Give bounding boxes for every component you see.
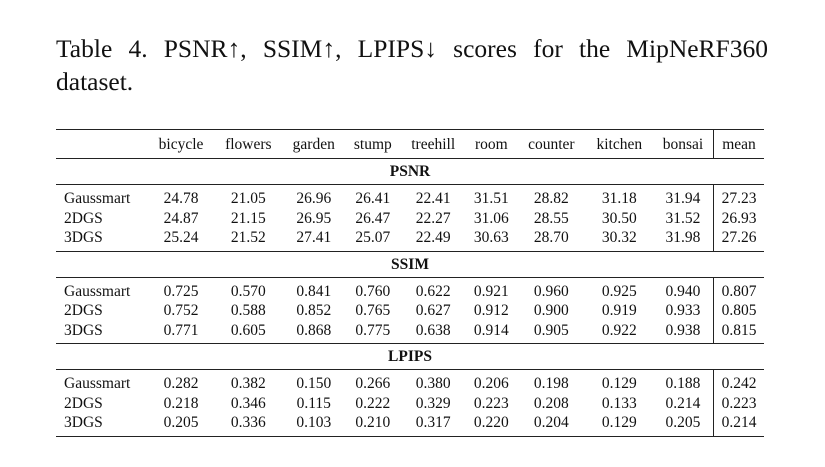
section-title-psnr: PSNR <box>56 159 764 185</box>
score-cell: 28.55 <box>533 209 569 227</box>
score-cell: 0.919 <box>601 302 637 320</box>
section-header-row <box>56 344 764 370</box>
table-row <box>56 209 764 229</box>
score-cell: 0.725 <box>163 282 199 300</box>
method-label: 3DGS <box>64 414 103 432</box>
results-table-container <box>56 129 764 437</box>
score-cell: 0.329 <box>415 394 451 412</box>
score-cell: 0.627 <box>415 302 451 320</box>
score-cell: 0.771 <box>163 321 199 339</box>
score-cell: 0.266 <box>355 375 391 393</box>
score-cell: 0.150 <box>296 375 332 393</box>
method-label: Gaussmart <box>64 190 131 208</box>
method-label: 2DGS <box>64 394 103 412</box>
column-header-treehill: treehill <box>401 130 466 159</box>
column-header-stump: stump <box>345 130 401 159</box>
score-cell: 22.49 <box>415 229 451 247</box>
method-label: Gaussmart <box>64 375 131 393</box>
section-header-row <box>56 159 764 185</box>
score-cell: 0.605 <box>230 321 266 339</box>
score-cell: 27.41 <box>296 229 332 247</box>
score-cell: 0.921 <box>473 282 509 300</box>
score-cell: 0.220 <box>473 414 509 432</box>
table-row <box>56 321 764 344</box>
score-cell: 0.188 <box>653 370 714 394</box>
score-cell: 27.26 <box>721 229 757 247</box>
method-label: Gaussmart <box>64 282 131 300</box>
score-cell: 0.760 <box>355 282 391 300</box>
score-cell: 0.317 <box>415 414 451 432</box>
score-cell: 0.622 <box>415 282 451 300</box>
table-row <box>56 301 764 321</box>
score-cell: 0.807 <box>721 282 757 300</box>
score-cell: 25.24 <box>163 229 199 247</box>
column-header-counter: counter <box>517 130 586 159</box>
score-cell: 27.23 <box>721 190 757 208</box>
section-title-lpips: LPIPS <box>56 344 764 370</box>
score-cell: 0.210 <box>355 414 391 432</box>
score-cell: 0.960 <box>533 282 569 300</box>
table-row <box>56 228 764 251</box>
score-cell: 0.841 <box>296 282 332 300</box>
score-cell: 31.51 <box>473 190 509 208</box>
score-cell: 31.06 <box>473 209 509 227</box>
column-header-room: room <box>466 130 517 159</box>
table-row <box>56 413 764 436</box>
column-header-bicycle: bicycle <box>148 130 214 159</box>
score-cell: 0.925 <box>601 282 637 300</box>
score-cell: 0.933 <box>653 301 714 321</box>
score-cell: 30.32 <box>601 229 637 247</box>
score-cell: 0.133 <box>601 394 637 412</box>
section-header-row <box>56 251 764 277</box>
score-cell: 0.638 <box>415 321 451 339</box>
score-cell: 26.96 <box>296 190 332 208</box>
score-cell: 24.87 <box>163 209 199 227</box>
score-cell: 0.115 <box>296 394 331 412</box>
score-cell: 21.15 <box>230 209 266 227</box>
score-cell: 0.380 <box>415 375 451 393</box>
score-cell: 26.93 <box>721 209 757 227</box>
score-cell: 0.218 <box>163 394 199 412</box>
score-cell: 0.129 <box>601 414 637 432</box>
score-cell: 28.82 <box>533 190 569 208</box>
score-cell: 0.346 <box>230 394 266 412</box>
score-cell: 0.852 <box>296 302 332 320</box>
score-cell: 0.922 <box>601 321 637 339</box>
score-cell: 0.900 <box>533 302 569 320</box>
table-row <box>56 394 764 414</box>
results-table <box>56 129 764 437</box>
score-cell: 0.222 <box>355 394 391 412</box>
score-cell: 31.18 <box>601 190 637 208</box>
score-cell: 0.752 <box>163 302 199 320</box>
score-cell: 0.204 <box>533 414 569 432</box>
score-cell: 21.52 <box>230 229 266 247</box>
method-label: 2DGS <box>64 302 103 320</box>
score-cell: 0.588 <box>230 302 266 320</box>
score-cell: 31.98 <box>653 228 714 251</box>
score-cell: 0.905 <box>533 321 569 339</box>
score-cell: 0.765 <box>355 302 391 320</box>
method-label: 2DGS <box>64 209 103 227</box>
score-cell: 31.94 <box>653 185 714 209</box>
score-cell: 26.95 <box>296 209 332 227</box>
table-row <box>56 185 764 209</box>
score-cell: 22.41 <box>415 190 451 208</box>
score-cell: 21.05 <box>230 190 266 208</box>
score-cell: 26.41 <box>355 190 391 208</box>
score-cell: 0.208 <box>533 394 569 412</box>
score-cell: 0.214 <box>721 414 757 432</box>
score-cell: 31.52 <box>653 209 714 229</box>
column-header-garden: garden <box>283 130 345 159</box>
score-cell: 0.815 <box>721 321 757 339</box>
score-cell: 24.78 <box>163 190 199 208</box>
score-cell: 0.223 <box>473 394 509 412</box>
score-cell: 0.206 <box>473 375 509 393</box>
column-header-bonsai: bonsai <box>653 130 714 159</box>
score-cell: 22.27 <box>415 209 451 227</box>
section-title-ssim: SSIM <box>56 251 764 277</box>
method-label: 3DGS <box>64 229 103 247</box>
score-cell: 0.282 <box>163 375 199 393</box>
score-cell: 26.47 <box>355 209 391 227</box>
table-row <box>56 370 764 394</box>
score-cell: 0.242 <box>721 375 757 393</box>
header-blank-cell <box>56 130 148 159</box>
column-header-mean: mean <box>714 130 765 159</box>
score-cell: 0.912 <box>473 302 509 320</box>
score-cell: 0.775 <box>355 321 391 339</box>
score-cell: 0.805 <box>721 302 757 320</box>
score-cell: 30.50 <box>601 209 637 227</box>
score-cell: 0.103 <box>296 414 332 432</box>
score-cell: 0.336 <box>230 414 266 432</box>
score-cell: 0.570 <box>230 282 266 300</box>
score-cell: 28.70 <box>533 229 569 247</box>
score-cell: 0.382 <box>230 375 266 393</box>
score-cell: 30.63 <box>473 229 509 247</box>
score-cell: 0.205 <box>653 413 714 436</box>
column-header-kitchen: kitchen <box>586 130 653 159</box>
header-row <box>56 130 764 159</box>
column-header-flowers: flowers <box>214 130 283 159</box>
score-cell: 0.223 <box>721 394 757 412</box>
table-caption: Table 4. PSNR↑, SSIM↑, LPIPS↓ scores for the MipNeRF360 dataset. <box>56 34 768 96</box>
score-cell: 0.868 <box>296 321 332 339</box>
table-row <box>56 277 764 301</box>
score-cell: 0.205 <box>163 414 199 432</box>
score-cell: 0.914 <box>473 321 509 339</box>
score-cell: 0.129 <box>601 375 637 393</box>
score-cell: 0.940 <box>653 277 714 301</box>
method-label: 3DGS <box>64 321 103 339</box>
score-cell: 0.214 <box>653 394 714 414</box>
score-cell: 0.198 <box>533 375 569 393</box>
score-cell: 0.938 <box>653 321 714 344</box>
score-cell: 25.07 <box>355 229 391 247</box>
